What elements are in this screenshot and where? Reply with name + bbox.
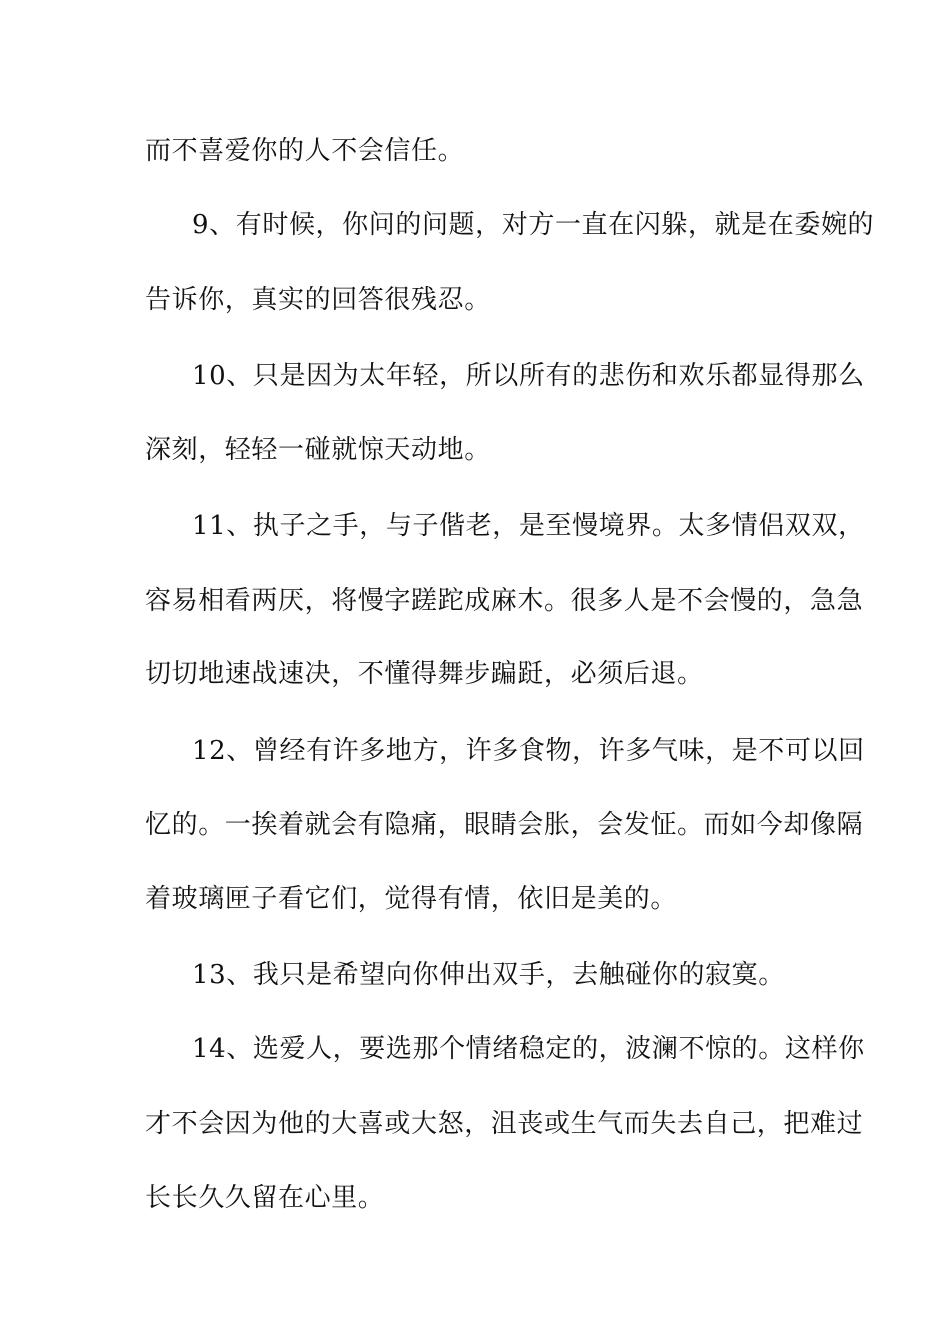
paragraph-9-line-1: 告诉你，真实的回答很残忍。	[145, 285, 491, 315]
paragraph-11-line-2: 切切地速战速决，不懂得舞步蹁跹，必须后退。	[145, 659, 704, 689]
paragraph-12-line-2: 着玻璃匣子看它们，觉得有情，依旧是美的。	[145, 884, 678, 914]
paragraph-14-line-1: 才不会因为他的大喜或大怒，沮丧或生气而失去自己，把难过	[145, 1109, 864, 1139]
paragraph-13-line-0: 13、我只是希望向你伸出双手，去触碰你的寂寞。	[192, 960, 785, 990]
paragraph-11-line-1: 容易相看两厌，将慢字蹉跎成麻木。很多人是不会慢的，急急	[145, 586, 864, 616]
paragraph-12-line-0: 12、曾经有许多地方，许多食物，许多气味，是不可以回	[192, 736, 865, 766]
paragraph-14-line-2: 长长久久留在心里。	[145, 1183, 385, 1213]
paragraph-0-line-0: 而不喜爱你的人不会信任。	[145, 136, 465, 166]
paragraph-9-line-0: 9、有时候，你问的问题，对方一直在闪躲，就是在委婉的	[192, 210, 875, 240]
paragraph-14-line-0: 14、选爱人，要选那个情绪稳定的，波澜不惊的。这样你	[192, 1034, 865, 1064]
paragraph-10-line-1: 深刻，轻轻一碰就惊天动地。	[145, 435, 491, 465]
paragraph-11-line-0: 11、执子之手，与子偕老，是至慢境界。太多情侣双双，	[192, 511, 865, 541]
paragraph-12-line-1: 忆的。一挨着就会有隐痛，眼睛会胀，会发怔。而如今却像隔	[145, 810, 864, 840]
paragraph-10-line-0: 10、只是因为太年轻，所以所有的悲伤和欢乐都显得那么	[192, 361, 865, 391]
